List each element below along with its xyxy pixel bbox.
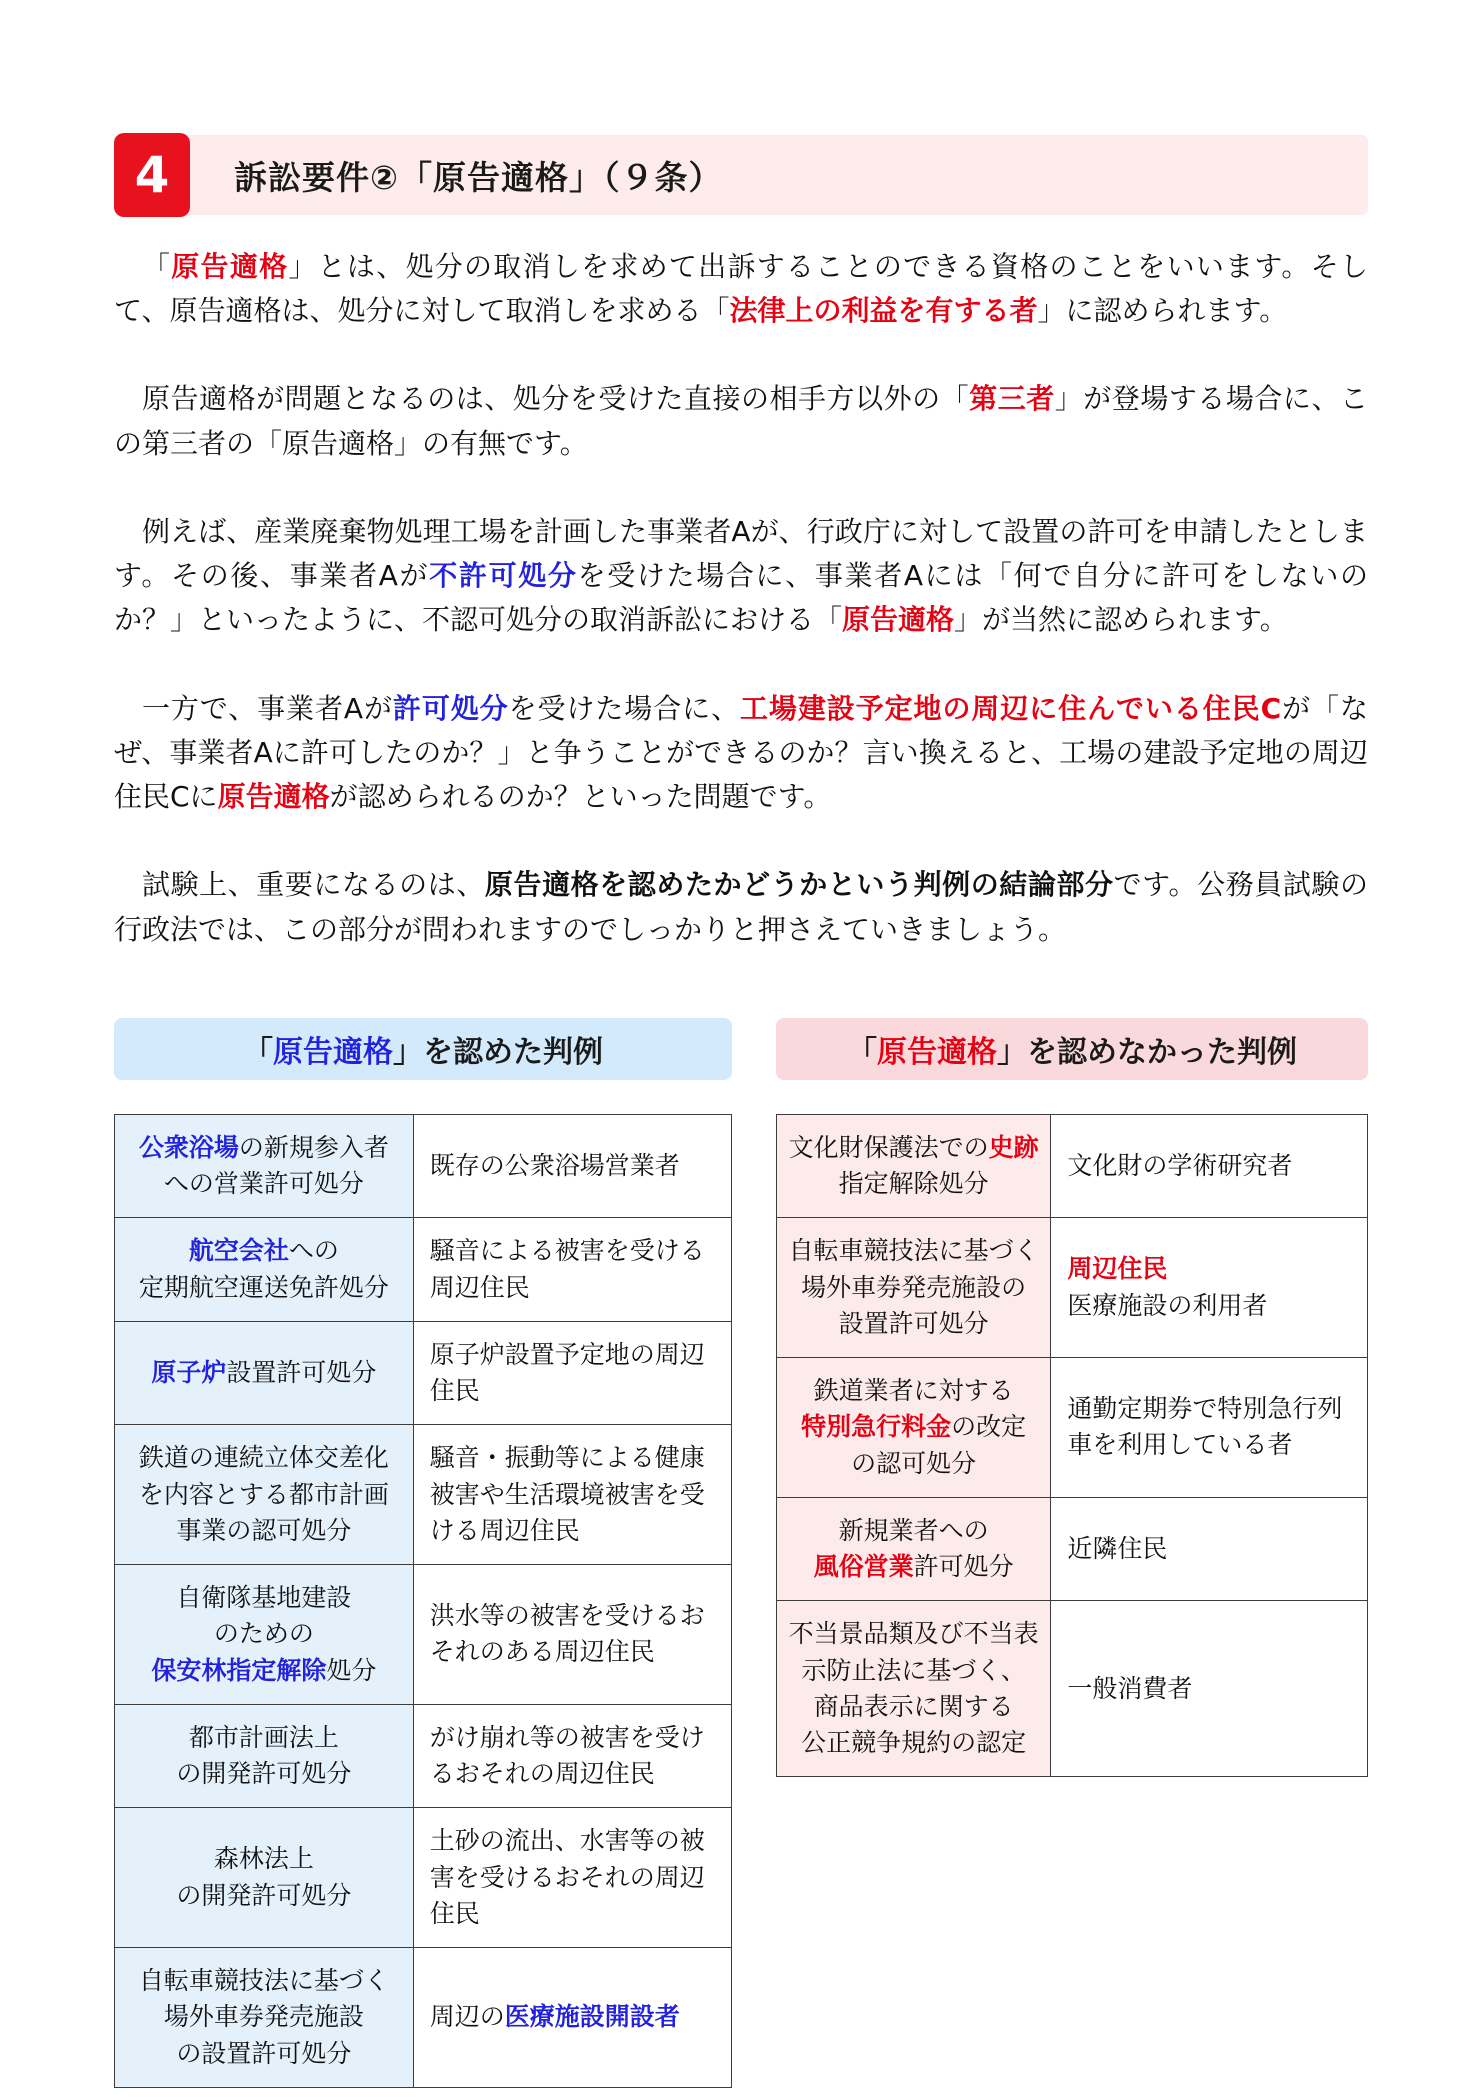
cell-line [125, 1841, 403, 1877]
text-segment: です。公務員試験の行政法では、この部分が問われますのでしっかりと押さえていきましょう。 [114, 868, 1368, 946]
table-row [115, 1217, 731, 1321]
cell-line [787, 1306, 1040, 1342]
text-segment: 公正競争規約の認定 [801, 1728, 1027, 1758]
text-segment: 文化財の学術研究者 [1067, 1150, 1293, 1180]
cell-line [125, 1616, 403, 1652]
cell-line [787, 1270, 1040, 1306]
cell-line [125, 1963, 403, 1999]
text-segment: 「 [142, 250, 172, 283]
cell-line [430, 1233, 717, 1306]
cell-line [1067, 1148, 1353, 1184]
cell-line [1067, 1671, 1353, 1707]
text-segment: 示防止法に基づく、 [801, 1655, 1026, 1685]
disposition-cell [777, 1358, 1051, 1497]
text-segment: 「 [847, 1034, 877, 1070]
cell-line [125, 1166, 403, 1202]
text-segment: 不当景品類及び不当表 [788, 1619, 1039, 1649]
cell-line [125, 1878, 403, 1914]
disposition-cell [777, 1218, 1051, 1357]
text-segment: 事業の認可処分 [176, 1515, 352, 1545]
cell-line [787, 1513, 1040, 1549]
cell-line [430, 1823, 717, 1932]
text-segment: の改定 [951, 1412, 1027, 1442]
cell-line [430, 1337, 717, 1410]
cell-line [1067, 1531, 1353, 1567]
cell-line [125, 1477, 403, 1513]
text-segment: 騒音・振動等による健康被害や生活環境被害を受ける周辺住民 [429, 1443, 705, 1545]
plaintiff-cell [1051, 1358, 1367, 1497]
highlight-text: 周辺住民 [1067, 1254, 1168, 1284]
text-segment: 場外車券発売施設 [163, 2002, 364, 2032]
text-segment: への営業許可処分 [163, 1169, 364, 1199]
table-row [115, 1321, 731, 1425]
cell-line [787, 1725, 1040, 1761]
text-segment: 例えば、産業廃棄物処理工場を計画した事業者Aが、行政庁に対して設置の許可を申請したとします。その後、事業者Aが [114, 514, 1368, 593]
plaintiff-cell [1051, 1115, 1367, 1218]
cell-line [125, 1999, 403, 2035]
highlight-text: 原告適格 [171, 250, 289, 283]
plaintiff-cell [1051, 1498, 1367, 1601]
paragraph [114, 863, 1368, 951]
denied-cases-header-label [847, 1027, 1297, 1071]
cell-line [787, 1409, 1040, 1445]
plaintiff-cell [414, 1322, 731, 1425]
highlight-text: 保安林指定解除 [151, 1655, 327, 1685]
highlight-text: 史跡 [988, 1132, 1039, 1162]
denied-cases-column [776, 1018, 1368, 2088]
table-row [115, 1947, 731, 2087]
cell-line [1067, 1288, 1353, 1324]
disposition-cell [115, 1808, 414, 1947]
disposition-cell [115, 1425, 414, 1564]
highlight-text: 特別急行料金 [801, 1412, 952, 1442]
plaintiff-cell [1051, 1601, 1367, 1776]
text-segment: 自衛隊基地建設 [176, 1583, 352, 1613]
cell-line [125, 1355, 403, 1391]
cell-line [787, 1130, 1040, 1166]
table-row [115, 1564, 731, 1704]
text-segment: 騒音による被害を受ける周辺住民 [429, 1236, 705, 1302]
highlight-text: 不許可処分 [429, 559, 578, 593]
table-row [115, 1704, 731, 1808]
section-banner [114, 135, 1368, 215]
cell-line [787, 1549, 1040, 1585]
text-segment: 通勤定期券で特別急行列車を利用している者 [1067, 1394, 1343, 1460]
highlight-text: 原告適格 [217, 780, 330, 814]
cell-line [787, 1653, 1040, 1689]
cell-line [125, 1233, 403, 1269]
plaintiff-cell [1051, 1218, 1367, 1357]
highlight-text: 原子炉 [151, 1357, 227, 1387]
table-row [777, 1217, 1367, 1357]
cell-line [430, 1148, 717, 1184]
plaintiff-cell [414, 1808, 731, 1947]
paragraph [114, 245, 1368, 333]
paragraph [114, 377, 1368, 465]
text-segment: を受けた場合に、 [508, 691, 740, 725]
text-segment: 設置許可処分 [838, 1308, 989, 1338]
highlight-text: 法律上の利益を有する者 [729, 294, 1038, 328]
text-segment: がけ崩れ等の被害を受けるおそれの周辺住民 [429, 1722, 705, 1789]
section-number-badge [114, 133, 190, 217]
plaintiff-cell [414, 1948, 731, 2087]
text-segment: を受けた場合に、事業者Aには「何で自分に許可をしないのか？」といったように、不認可処分の取消訴訟における「 [114, 559, 1368, 637]
text-segment: への [288, 1236, 339, 1266]
text-segment: 文化財保護法での [788, 1132, 989, 1162]
text-segment: 処分 [326, 1655, 377, 1685]
cell-line [125, 1130, 403, 1166]
section-number: 4 [134, 146, 170, 204]
text-segment: の認可処分 [851, 1448, 977, 1478]
disposition-cell [777, 1498, 1051, 1601]
highlight-text: 原告適格を認めたかどうかという判例の結論部分 [484, 868, 1114, 902]
text-segment: 既存の公衆浴場営業者 [429, 1150, 680, 1180]
cell-line [125, 2036, 403, 2072]
disposition-cell [115, 1115, 414, 1218]
text-segment: 場外車券発売施設の [801, 1272, 1027, 1302]
table-row [115, 1115, 731, 1218]
text-segment: の開発許可処分 [176, 1880, 352, 1910]
cell-line [125, 1720, 403, 1756]
plaintiff-cell [414, 1115, 731, 1218]
text-segment: 」とは、処分の取消しを求めて出訴することのできる資格のことをいいます。そして、原告適格は、処分に対して取消しを求める「 [114, 250, 1368, 328]
cell-line [430, 1598, 717, 1671]
accepted-cases-column [114, 1018, 732, 2088]
text-segment: 鉄道の連続立体交差化 [138, 1443, 389, 1473]
accepted-cases-header-label [243, 1027, 603, 1071]
denied-cases-header [776, 1018, 1368, 1080]
text-segment: 都市計画法上 [188, 1722, 339, 1752]
text-segment: のための [213, 1619, 314, 1649]
text-segment: 」に認められます。 [1037, 294, 1288, 328]
text-segment: を内容とする都市計画 [138, 1479, 389, 1509]
cell-line [125, 1756, 403, 1792]
table-row [115, 1424, 731, 1564]
accepted-cases-header [114, 1018, 732, 1080]
disposition-cell [115, 1565, 414, 1704]
cell-line [787, 1166, 1040, 1202]
cell-line [125, 1513, 403, 1549]
highlight-text: 公衆浴場 [138, 1132, 239, 1162]
paragraphs [114, 245, 1368, 952]
cell-line [430, 1999, 717, 2035]
highlight-text: 航空会社 [188, 1236, 289, 1266]
text-segment: 定期航空運送免許処分 [138, 1272, 389, 1302]
cell-line [430, 1440, 717, 1549]
text-segment: が認められるのか？といった問題です。 [329, 780, 832, 814]
text-segment: 土砂の流出、水害等の被害を受けるおそれの周辺住民 [429, 1826, 705, 1928]
text-segment: 「 [243, 1034, 273, 1070]
text-segment: 周辺の [429, 2002, 505, 2032]
table-row [777, 1115, 1367, 1218]
highlight-text: 医療施設開設者 [504, 2002, 680, 2032]
table-row [777, 1357, 1367, 1497]
plaintiff-cell [414, 1425, 731, 1564]
plaintiff-cell [414, 1218, 731, 1321]
cell-line [787, 1446, 1040, 1482]
text-segment: 一方で、事業者Aが [142, 691, 393, 725]
cell-line [430, 1720, 717, 1793]
highlight-text: 許可処分 [392, 691, 509, 725]
cell-line [125, 1580, 403, 1616]
text-segment: 」を認めた判例 [393, 1034, 603, 1070]
disposition-cell [115, 1322, 414, 1425]
disposition-cell [115, 1705, 414, 1808]
paragraph [114, 687, 1368, 820]
text-segment: 一般消費者 [1067, 1673, 1193, 1703]
plaintiff-cell [414, 1705, 731, 1808]
text-segment: 自転車競技法に基づく [788, 1236, 1039, 1266]
paragraph [114, 510, 1368, 643]
highlight-text: 原告適格 [273, 1034, 393, 1070]
text-segment: 森林法上 [213, 1844, 314, 1874]
text-segment: 鉄道業者に対する [813, 1376, 1014, 1406]
text-segment: 医療施設の利用者 [1067, 1290, 1268, 1320]
denied-cases-table [776, 1114, 1368, 1778]
text-segment: 自転車競技法に基づく [138, 1966, 389, 1996]
cell-line [787, 1616, 1040, 1652]
accepted-cases-table [114, 1114, 732, 2088]
highlight-text: 風俗営業 [813, 1552, 914, 1582]
plaintiff-cell [414, 1565, 731, 1704]
disposition-cell [115, 1948, 414, 2087]
section-title: 訴訟要件②「原告適格」（９条） [234, 157, 723, 197]
table-row [777, 1600, 1367, 1776]
cell-line [125, 1440, 403, 1476]
text-segment: 指定解除処分 [838, 1169, 989, 1199]
table-row [115, 1807, 731, 1947]
text-segment: 設置許可処分 [226, 1357, 377, 1387]
text-segment: 洪水等の被害を受けるおそれのある周辺住民 [429, 1601, 705, 1667]
text-segment: 」が当然に認められます。 [954, 603, 1288, 637]
disposition-cell [777, 1115, 1051, 1218]
cell-line [787, 1233, 1040, 1269]
text-segment: 近隣住民 [1067, 1533, 1168, 1563]
text-segment: 原告適格が問題となるのは、処分を受けた直接の相手方以外の「 [142, 382, 970, 416]
cell-line [125, 1653, 403, 1689]
cell-line [1067, 1251, 1353, 1287]
disposition-cell [777, 1601, 1051, 1776]
text-segment: が「なぜ、事業者Aに許可したのか？」と争うことができるのか？言い換えると、工場の建設予定地の周辺住民Cに [114, 691, 1368, 814]
case-law-section [114, 1018, 1368, 2088]
cell-line [1067, 1391, 1353, 1464]
table-row [777, 1497, 1367, 1601]
text-segment: の新規参入者 [238, 1132, 389, 1162]
highlight-text: 第三者 [969, 382, 1055, 416]
disposition-cell [115, 1218, 414, 1321]
text-segment: の設置許可処分 [176, 2038, 352, 2068]
text-segment: 原子炉設置予定地の周辺住民 [429, 1339, 705, 1406]
text-segment: 許可処分 [913, 1552, 1014, 1582]
cell-line [125, 1270, 403, 1306]
text-segment: 新規業者への [838, 1515, 989, 1545]
text-segment: 」が登場する場合に、この第三者の「原告適格」の有無です。 [114, 382, 1368, 460]
text-segment: 」を認めなかった判例 [997, 1034, 1297, 1070]
highlight-text: 工場建設予定地の周辺に住んでいる住民C [740, 691, 1282, 725]
cell-line [787, 1373, 1040, 1409]
cell-line [787, 1689, 1040, 1725]
highlight-text: 原告適格 [842, 603, 955, 637]
text-segment: 商品表示に関する [813, 1691, 1014, 1721]
text-segment: の開発許可処分 [176, 1759, 352, 1789]
text-segment: 試験上、重要になるのは、 [142, 868, 485, 902]
highlight-text: 原告適格 [877, 1034, 997, 1070]
